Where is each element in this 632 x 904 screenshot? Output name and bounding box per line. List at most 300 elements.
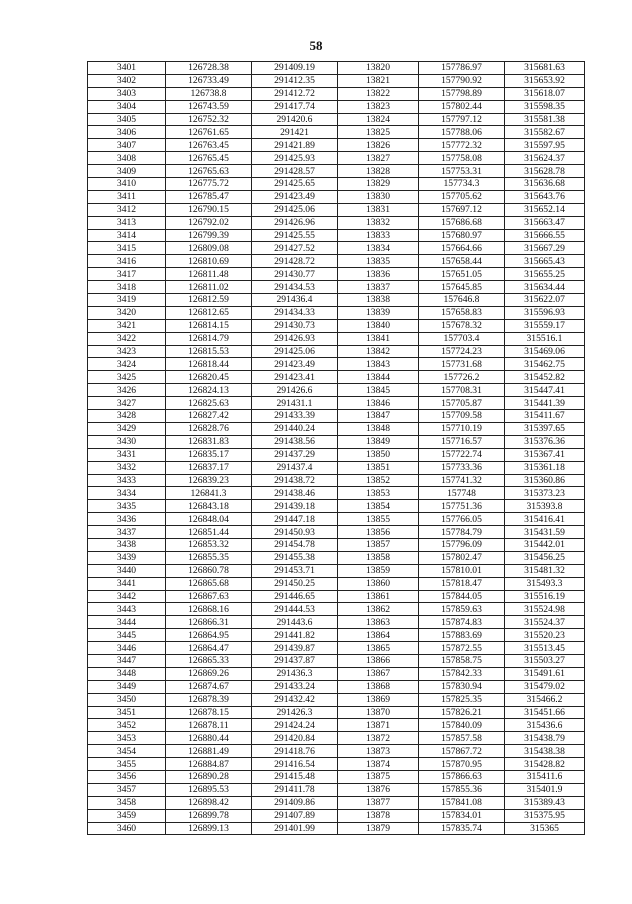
point-id-cell: 3404	[88, 100, 166, 113]
x-coord-cell: 126820.45	[166, 371, 252, 384]
x-coord-cell: 157844.05	[419, 590, 505, 603]
point-id-cell: 3417	[88, 268, 166, 281]
y-coord-cell: 315438.79	[505, 732, 585, 745]
y-coord-cell: 315416.41	[505, 513, 585, 526]
point-id-cell: 3455	[88, 758, 166, 771]
x-coord-cell: 157883.69	[419, 629, 505, 642]
table-row	[88, 371, 585, 384]
table-row	[88, 822, 585, 835]
point-id-cell: 13832	[338, 216, 419, 229]
x-coord-cell: 157788.06	[419, 126, 505, 139]
table-row	[88, 255, 585, 268]
x-coord-cell: 126848.04	[166, 513, 252, 526]
x-coord-cell: 126837.17	[166, 461, 252, 474]
y-coord-cell: 291424.24	[252, 719, 338, 732]
y-coord-cell: 291421.89	[252, 139, 338, 152]
y-coord-cell: 291409.86	[252, 796, 338, 809]
x-coord-cell: 126743.59	[166, 100, 252, 113]
table-row	[88, 745, 585, 758]
y-coord-cell: 291438.46	[252, 487, 338, 500]
point-id-cell: 3451	[88, 706, 166, 719]
x-coord-cell: 126825.63	[166, 397, 252, 410]
table-row	[88, 190, 585, 203]
table-row	[88, 513, 585, 526]
y-coord-cell: 291436.3	[252, 667, 338, 680]
table-row	[88, 281, 585, 294]
x-coord-cell: 157680.97	[419, 229, 505, 242]
x-coord-cell: 157772.32	[419, 139, 505, 152]
point-id-cell: 3438	[88, 538, 166, 551]
point-id-cell: 13841	[338, 332, 419, 345]
y-coord-cell: 315493.3	[505, 577, 585, 590]
point-id-cell: 3454	[88, 745, 166, 758]
x-coord-cell: 126865.33	[166, 654, 252, 667]
table-row	[88, 642, 585, 655]
x-coord-cell: 157753.31	[419, 165, 505, 178]
table-row	[88, 461, 585, 474]
point-id-cell: 3419	[88, 294, 166, 307]
y-coord-cell: 315452.82	[505, 371, 585, 384]
y-coord-cell: 315365	[505, 822, 585, 835]
x-coord-cell: 126869.26	[166, 667, 252, 680]
y-coord-cell: 291430.77	[252, 268, 338, 281]
x-coord-cell: 157722.74	[419, 448, 505, 461]
table-row	[88, 783, 585, 796]
x-coord-cell: 126843.18	[166, 500, 252, 513]
y-coord-cell: 315479.02	[505, 680, 585, 693]
x-coord-cell: 126899.78	[166, 809, 252, 822]
y-coord-cell: 291420.84	[252, 732, 338, 745]
y-coord-cell: 315559.17	[505, 319, 585, 332]
point-id-cell: 3441	[88, 577, 166, 590]
x-coord-cell: 157872.55	[419, 642, 505, 655]
point-id-cell: 13846	[338, 397, 419, 410]
point-id-cell: 13828	[338, 165, 419, 178]
y-coord-cell: 315376.36	[505, 435, 585, 448]
x-coord-cell: 157724.23	[419, 345, 505, 358]
point-id-cell: 13823	[338, 100, 419, 113]
y-coord-cell: 291433.24	[252, 680, 338, 693]
x-coord-cell: 126835.17	[166, 448, 252, 461]
x-coord-cell: 126790.15	[166, 203, 252, 216]
point-id-cell: 13840	[338, 319, 419, 332]
y-coord-cell: 315681.63	[505, 62, 585, 75]
point-id-cell: 13849	[338, 435, 419, 448]
point-id-cell: 3425	[88, 371, 166, 384]
point-id-cell: 3421	[88, 319, 166, 332]
y-coord-cell: 291411.78	[252, 783, 338, 796]
table-row	[88, 809, 585, 822]
point-id-cell: 13862	[338, 603, 419, 616]
table-row	[88, 706, 585, 719]
x-coord-cell: 157855.36	[419, 783, 505, 796]
x-coord-cell: 126867.63	[166, 590, 252, 603]
point-id-cell: 13855	[338, 513, 419, 526]
x-coord-cell: 126864.95	[166, 629, 252, 642]
point-id-cell: 3423	[88, 345, 166, 358]
x-coord-cell: 126811.48	[166, 268, 252, 281]
x-coord-cell: 157802.47	[419, 551, 505, 564]
point-id-cell: 13859	[338, 564, 419, 577]
x-coord-cell: 126812.65	[166, 306, 252, 319]
y-coord-cell: 291443.6	[252, 616, 338, 629]
y-coord-cell: 291426.93	[252, 332, 338, 345]
x-coord-cell: 126831.83	[166, 435, 252, 448]
y-coord-cell: 315622.07	[505, 294, 585, 307]
x-coord-cell: 126828.76	[166, 422, 252, 435]
point-id-cell: 13873	[338, 745, 419, 758]
point-id-cell: 13825	[338, 126, 419, 139]
point-id-cell: 13843	[338, 358, 419, 371]
x-coord-cell: 126733.49	[166, 74, 252, 87]
y-coord-cell: 291455.38	[252, 551, 338, 564]
point-id-cell: 3420	[88, 306, 166, 319]
y-coord-cell: 315411.6	[505, 770, 585, 783]
table-row	[88, 551, 585, 564]
point-id-cell: 3414	[88, 229, 166, 242]
y-coord-cell: 291423.41	[252, 371, 338, 384]
y-coord-cell: 291420.6	[252, 113, 338, 126]
x-coord-cell: 157842.33	[419, 667, 505, 680]
point-id-cell: 3460	[88, 822, 166, 835]
x-coord-cell: 157651.05	[419, 268, 505, 281]
y-coord-cell: 315447.41	[505, 384, 585, 397]
y-coord-cell: 291441.82	[252, 629, 338, 642]
table-row	[88, 538, 585, 551]
y-coord-cell: 315462.75	[505, 358, 585, 371]
x-coord-cell: 126839.23	[166, 474, 252, 487]
point-id-cell: 13829	[338, 178, 419, 191]
point-id-cell: 3442	[88, 590, 166, 603]
y-coord-cell: 291453.71	[252, 564, 338, 577]
y-coord-cell: 315624.37	[505, 152, 585, 165]
table-row	[88, 603, 585, 616]
x-coord-cell: 126763.45	[166, 139, 252, 152]
x-coord-cell: 126899.13	[166, 822, 252, 835]
point-id-cell: 13874	[338, 758, 419, 771]
x-coord-cell: 126878.11	[166, 719, 252, 732]
y-coord-cell: 315598.35	[505, 100, 585, 113]
x-coord-cell: 157705.62	[419, 190, 505, 203]
y-coord-cell: 315643.76	[505, 190, 585, 203]
point-id-cell: 13861	[338, 590, 419, 603]
point-id-cell: 13872	[338, 732, 419, 745]
point-id-cell: 13871	[338, 719, 419, 732]
point-id-cell: 13851	[338, 461, 419, 474]
y-coord-cell: 291446.65	[252, 590, 338, 603]
point-id-cell: 3450	[88, 693, 166, 706]
table-row	[88, 410, 585, 423]
point-id-cell: 3444	[88, 616, 166, 629]
x-coord-cell: 157796.09	[419, 538, 505, 551]
x-coord-cell: 126880.44	[166, 732, 252, 745]
x-coord-cell: 126866.31	[166, 616, 252, 629]
point-id-cell: 13831	[338, 203, 419, 216]
x-coord-cell: 157870.95	[419, 758, 505, 771]
table-row	[88, 732, 585, 745]
y-coord-cell: 291412.35	[252, 74, 338, 87]
y-coord-cell: 291427.52	[252, 242, 338, 255]
y-coord-cell: 315524.98	[505, 603, 585, 616]
point-id-cell: 3412	[88, 203, 166, 216]
x-coord-cell: 126761.65	[166, 126, 252, 139]
x-coord-cell: 126775.72	[166, 178, 252, 191]
point-id-cell: 3411	[88, 190, 166, 203]
table-row	[88, 616, 585, 629]
y-coord-cell: 315667.29	[505, 242, 585, 255]
x-coord-cell: 157810.01	[419, 564, 505, 577]
point-id-cell: 13858	[338, 551, 419, 564]
x-coord-cell: 157798.89	[419, 87, 505, 100]
point-id-cell: 3440	[88, 564, 166, 577]
table-body	[88, 62, 585, 835]
table-row	[88, 152, 585, 165]
y-coord-cell: 315652.14	[505, 203, 585, 216]
table-row	[88, 306, 585, 319]
x-coord-cell: 157866.63	[419, 770, 505, 783]
point-id-cell: 13827	[338, 152, 419, 165]
point-id-cell: 3457	[88, 783, 166, 796]
point-id-cell: 3409	[88, 165, 166, 178]
table-row	[88, 526, 585, 539]
x-coord-cell: 157709.58	[419, 410, 505, 423]
point-id-cell: 13848	[338, 422, 419, 435]
table-row	[88, 667, 585, 680]
y-coord-cell: 315389.43	[505, 796, 585, 809]
point-id-cell: 3403	[88, 87, 166, 100]
y-coord-cell: 291421	[252, 126, 338, 139]
point-id-cell: 13854	[338, 500, 419, 513]
table-row	[88, 113, 585, 126]
x-coord-cell: 126765.63	[166, 165, 252, 178]
point-id-cell: 3432	[88, 461, 166, 474]
table-row	[88, 719, 585, 732]
point-id-cell: 3437	[88, 526, 166, 539]
point-id-cell: 3430	[88, 435, 166, 448]
y-coord-cell: 291434.33	[252, 306, 338, 319]
point-id-cell: 13867	[338, 667, 419, 680]
y-coord-cell: 291439.87	[252, 642, 338, 655]
x-coord-cell: 126851.44	[166, 526, 252, 539]
x-coord-cell: 157825.35	[419, 693, 505, 706]
y-coord-cell: 315524.37	[505, 616, 585, 629]
x-coord-cell: 157658.83	[419, 306, 505, 319]
y-coord-cell: 315442.01	[505, 538, 585, 551]
y-coord-cell: 315628.78	[505, 165, 585, 178]
y-coord-cell: 315441.39	[505, 397, 585, 410]
y-coord-cell: 291425.65	[252, 178, 338, 191]
table-row	[88, 242, 585, 255]
y-coord-cell: 315665.43	[505, 255, 585, 268]
x-coord-cell: 157751.36	[419, 500, 505, 513]
point-id-cell: 3415	[88, 242, 166, 255]
x-coord-cell: 126884.87	[166, 758, 252, 771]
y-coord-cell: 291438.56	[252, 435, 338, 448]
y-coord-cell: 315438.38	[505, 745, 585, 758]
point-id-cell: 13824	[338, 113, 419, 126]
point-id-cell: 13837	[338, 281, 419, 294]
x-coord-cell: 126824.13	[166, 384, 252, 397]
y-coord-cell: 291444.53	[252, 603, 338, 616]
x-coord-cell: 126864.47	[166, 642, 252, 655]
x-coord-cell: 157826.21	[419, 706, 505, 719]
y-coord-cell: 291416.54	[252, 758, 338, 771]
point-id-cell: 13830	[338, 190, 419, 203]
x-coord-cell: 157818.47	[419, 577, 505, 590]
point-id-cell: 3447	[88, 654, 166, 667]
y-coord-cell: 315491.61	[505, 667, 585, 680]
point-id-cell: 3416	[88, 255, 166, 268]
point-id-cell: 13820	[338, 62, 419, 75]
point-id-cell: 13833	[338, 229, 419, 242]
table-row	[88, 474, 585, 487]
x-coord-cell: 126809.08	[166, 242, 252, 255]
x-coord-cell: 157705.87	[419, 397, 505, 410]
table-row	[88, 139, 585, 152]
table-row	[88, 165, 585, 178]
x-coord-cell: 126814.79	[166, 332, 252, 345]
table-row	[88, 203, 585, 216]
x-coord-cell: 157726.2	[419, 371, 505, 384]
y-coord-cell: 315596.93	[505, 306, 585, 319]
table-row	[88, 332, 585, 345]
table-row	[88, 384, 585, 397]
x-coord-cell: 157758.08	[419, 152, 505, 165]
x-coord-cell: 157784.79	[419, 526, 505, 539]
y-coord-cell: 315456.25	[505, 551, 585, 564]
y-coord-cell: 291401.99	[252, 822, 338, 835]
x-coord-cell: 157664.66	[419, 242, 505, 255]
x-coord-cell: 126881.49	[166, 745, 252, 758]
y-coord-cell: 291439.18	[252, 500, 338, 513]
x-coord-cell: 157733.36	[419, 461, 505, 474]
table-row	[88, 126, 585, 139]
y-coord-cell: 291434.53	[252, 281, 338, 294]
x-coord-cell: 157790.92	[419, 74, 505, 87]
table-row	[88, 629, 585, 642]
point-id-cell: 3402	[88, 74, 166, 87]
table-row	[88, 345, 585, 358]
x-coord-cell: 157802.44	[419, 100, 505, 113]
x-coord-cell: 157645.85	[419, 281, 505, 294]
y-coord-cell: 291426.3	[252, 706, 338, 719]
x-coord-cell: 157857.58	[419, 732, 505, 745]
point-id-cell: 3408	[88, 152, 166, 165]
point-id-cell: 13863	[338, 616, 419, 629]
y-coord-cell: 291407.89	[252, 809, 338, 822]
y-coord-cell: 291418.76	[252, 745, 338, 758]
point-id-cell: 13847	[338, 410, 419, 423]
y-coord-cell: 315361.18	[505, 461, 585, 474]
y-coord-cell: 291437.29	[252, 448, 338, 461]
x-coord-cell: 126878.15	[166, 706, 252, 719]
x-coord-cell: 126785.47	[166, 190, 252, 203]
y-coord-cell: 315401.9	[505, 783, 585, 796]
y-coord-cell: 315469.06	[505, 345, 585, 358]
y-coord-cell: 315360.86	[505, 474, 585, 487]
x-coord-cell: 126738.8	[166, 87, 252, 100]
x-coord-cell: 126853.32	[166, 538, 252, 551]
y-coord-cell: 291409.19	[252, 62, 338, 75]
y-coord-cell: 291412.72	[252, 87, 338, 100]
point-id-cell: 13879	[338, 822, 419, 835]
point-id-cell: 13868	[338, 680, 419, 693]
x-coord-cell: 157797.12	[419, 113, 505, 126]
page-number: 58	[309, 38, 323, 53]
point-id-cell: 3422	[88, 332, 166, 345]
y-coord-cell: 315582.67	[505, 126, 585, 139]
point-id-cell: 3446	[88, 642, 166, 655]
table-row	[88, 448, 585, 461]
point-id-cell: 13864	[338, 629, 419, 642]
point-id-cell: 13850	[338, 448, 419, 461]
x-coord-cell: 126898.42	[166, 796, 252, 809]
point-id-cell: 3431	[88, 448, 166, 461]
point-id-cell: 3449	[88, 680, 166, 693]
point-id-cell: 3426	[88, 384, 166, 397]
y-coord-cell: 291432.42	[252, 693, 338, 706]
x-coord-cell: 126815.53	[166, 345, 252, 358]
point-id-cell: 3428	[88, 410, 166, 423]
point-id-cell: 3459	[88, 809, 166, 822]
x-coord-cell: 157658.44	[419, 255, 505, 268]
x-coord-cell: 157697.12	[419, 203, 505, 216]
y-coord-cell: 315597.95	[505, 139, 585, 152]
x-coord-cell: 157874.83	[419, 616, 505, 629]
point-id-cell: 3456	[88, 770, 166, 783]
table-row	[88, 680, 585, 693]
table-row	[88, 100, 585, 113]
x-coord-cell: 157830.94	[419, 680, 505, 693]
table-row	[88, 758, 585, 771]
y-coord-cell: 315516.1	[505, 332, 585, 345]
y-coord-cell: 315516.19	[505, 590, 585, 603]
y-coord-cell: 291440.24	[252, 422, 338, 435]
point-id-cell: 3406	[88, 126, 166, 139]
y-coord-cell: 291450.93	[252, 526, 338, 539]
x-coord-cell: 157841.08	[419, 796, 505, 809]
y-coord-cell: 291425.06	[252, 345, 338, 358]
table-row	[88, 590, 585, 603]
point-id-cell: 13856	[338, 526, 419, 539]
point-id-cell: 3445	[88, 629, 166, 642]
table-row	[88, 74, 585, 87]
point-id-cell: 3424	[88, 358, 166, 371]
point-id-cell: 13834	[338, 242, 419, 255]
x-coord-cell: 157741.32	[419, 474, 505, 487]
x-coord-cell: 126890.28	[166, 770, 252, 783]
point-id-cell: 13875	[338, 770, 419, 783]
x-coord-cell: 157834.01	[419, 809, 505, 822]
table-row	[88, 268, 585, 281]
point-id-cell: 13866	[338, 654, 419, 667]
x-coord-cell: 126868.16	[166, 603, 252, 616]
table-row	[88, 487, 585, 500]
x-coord-cell: 157686.68	[419, 216, 505, 229]
x-coord-cell: 126874.67	[166, 680, 252, 693]
point-id-cell: 3458	[88, 796, 166, 809]
x-coord-cell: 157703.4	[419, 332, 505, 345]
point-id-cell: 3453	[88, 732, 166, 745]
point-id-cell: 13826	[338, 139, 419, 152]
point-id-cell: 13822	[338, 87, 419, 100]
point-id-cell: 13835	[338, 255, 419, 268]
x-coord-cell: 157710.19	[419, 422, 505, 435]
point-id-cell: 13878	[338, 809, 419, 822]
x-coord-cell: 126855.35	[166, 551, 252, 564]
x-coord-cell: 157858.75	[419, 654, 505, 667]
point-id-cell: 3427	[88, 397, 166, 410]
